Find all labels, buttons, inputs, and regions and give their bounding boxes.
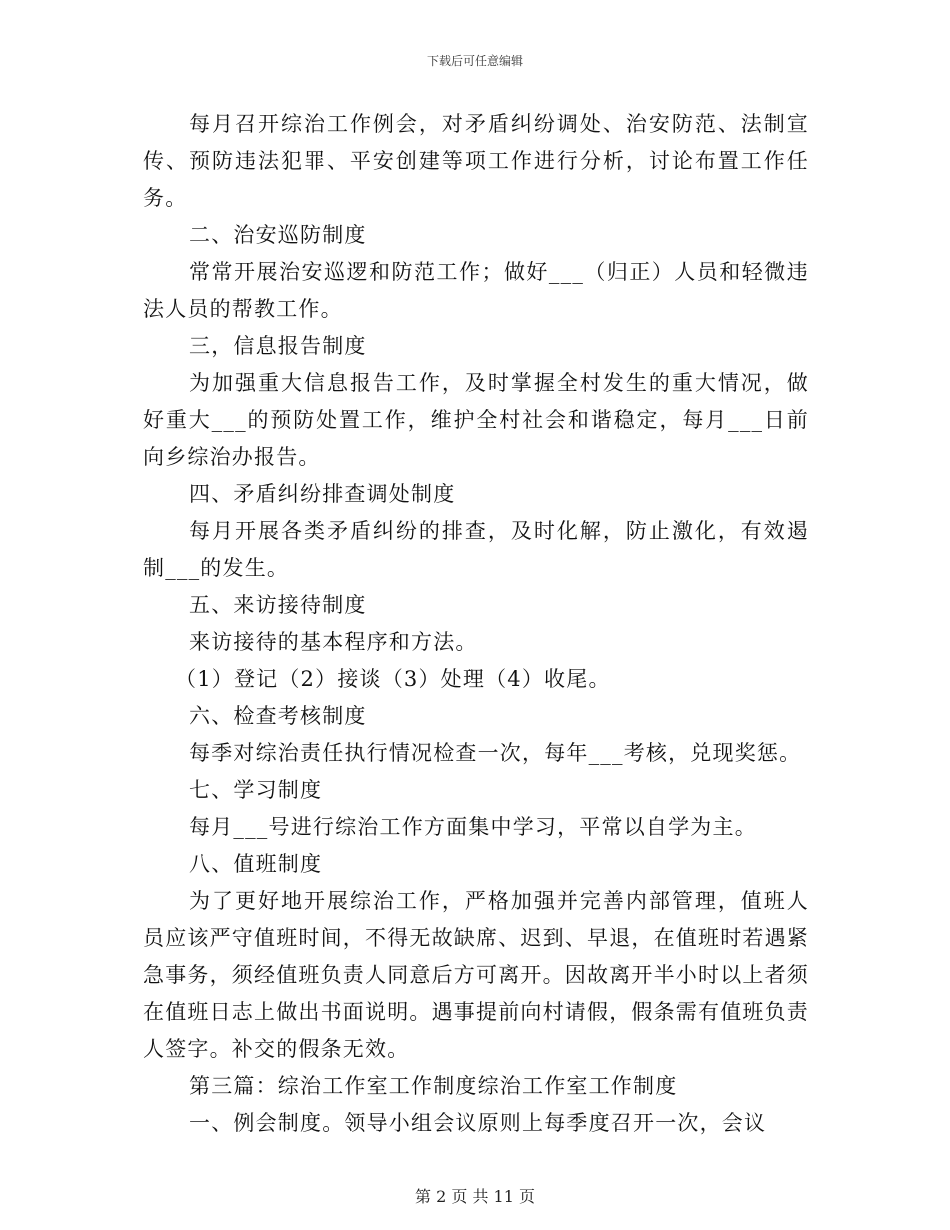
paragraph: 一、例会制度。领导小组会议原则上每季度召开一次，会议 xyxy=(189,1111,767,1135)
document-body xyxy=(143,106,809,1142)
paragraph: 每季对综治责任执行情况检查一次，每年___考核，兑现奖惩。 xyxy=(189,741,802,765)
section-heading: 七、学习制度 xyxy=(189,778,323,802)
paragraph: 每月开展各类矛盾纠纷的排查，及时化解，防止激化，有效遏制___的发生。 xyxy=(143,519,809,580)
page-header-note: 下载后可任意编辑 xyxy=(426,54,523,68)
section-heading: 三，信息报告制度 xyxy=(189,334,367,358)
paragraph: 为加强重大信息报告工作，及时掌握全村发生的重大情况，做好重大___的预防处置工作，维护全村社会和谐稳定，每月___日前向乡综治办报告。 xyxy=(143,371,809,469)
section-heading: 四、矛盾纠纷排查调处制度 xyxy=(189,482,456,506)
paragraph: 每月召开综治工作例会，对矛盾纠纷调处、治安防范、法制宣传、预防违法犯罪、平安创建等项工作进行分析，讨论布置工作任务。 xyxy=(143,112,809,210)
section-heading: 二、治安巡防制度 xyxy=(189,223,367,247)
paragraph: 每月___号进行综治工作方面集中学习，平常以自学为主。 xyxy=(189,815,757,839)
page-number: 第 2 页 共 11 页 xyxy=(415,1187,535,1206)
paragraph: 来访接待的基本程序和方法。 xyxy=(189,630,478,654)
paragraph: 为了更好地开展综治工作，严格加强并完善内部管理，值班人员应该严守值班时间，不得无故缺席、迟到、早退，在值班时若遇紧急事务，须经值班负责人同意后方可离开。因故离开半小时以上者须在值班日志上做出书面说明。遇事提前向村请假，假条需有值班负责人签字。补交的假条无效。 xyxy=(143,889,809,1061)
paragraph: （1）登记（2）接谈（3）处理（4）收尾。 xyxy=(175,667,611,691)
section-heading: 五、来访接待制度 xyxy=(189,593,367,617)
chapter-heading: 第三篇：综治工作室工作制度综治工作室工作制度 xyxy=(189,1074,678,1098)
section-heading: 六、检查考核制度 xyxy=(189,704,367,728)
paragraph: 常常开展治安巡逻和防范工作；做好___（归正）人员和轻微违法人员的帮教工作。 xyxy=(143,260,809,321)
section-heading: 八、值班制度 xyxy=(189,852,323,876)
